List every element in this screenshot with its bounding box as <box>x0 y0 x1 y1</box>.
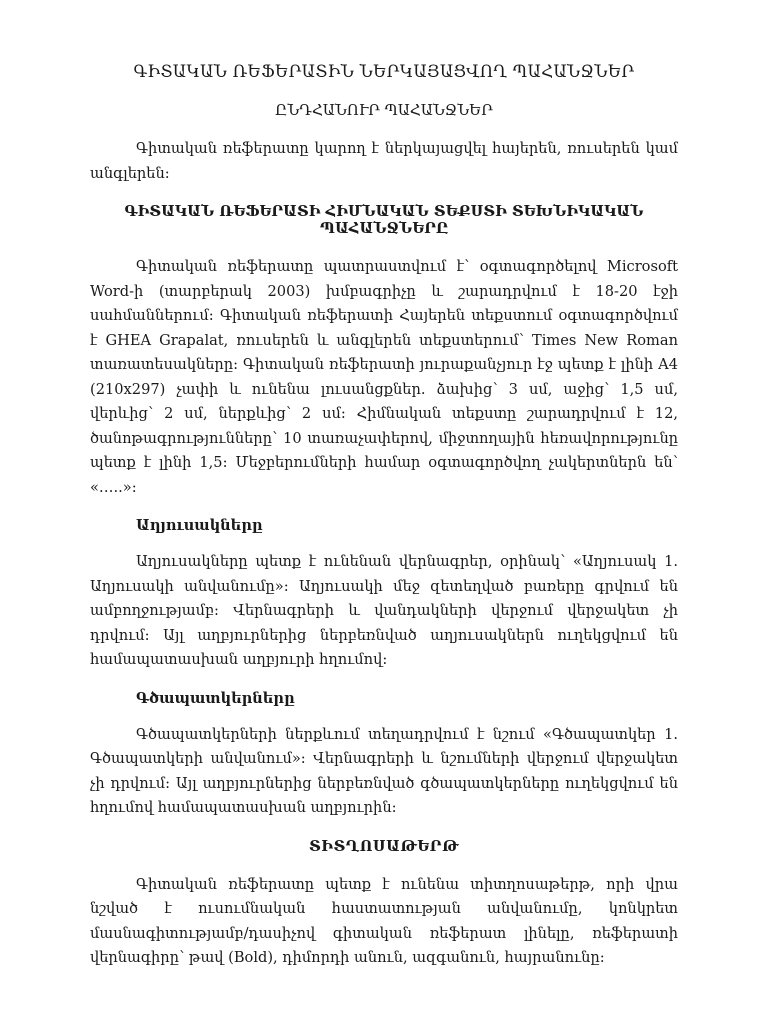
tables-heading: Աղյուսակները <box>136 517 263 534</box>
document-page <box>90 62 678 988</box>
technical-requirements-paragraph: Գիտական ռեֆերատը պատրաստվում է՝ օգտագործելով Microsoft Word-ի (տարբերակ 2003) խմբագրիչը և շարադրվում է 18-20 էջի սահմաններում: Գիտական ռեֆերատի Հայերեն տեքստում օգտագործվում է GHEA Grapalat, ռուսերեն և անգլերեն տեքստերում՝ Times New Roman տառատեսակները: Գիտական ռեֆերատի յուրաքանչյուր էջ պետք է լինի A4 (210x297) չափի և ունենա լուսանցքներ. ձախից՝ 3 սմ, աջից՝ 1,5 սմ, վերևից՝ 2 սմ, ներքևից՝ 2 սմ: Հիմնական տեքստը շարադրվում է 12, ծանոթագրությունները՝ 10 տառաչափերով, միջտողային հեռավորությունը պետք է լինի 1,5: Մեջբերումների համար օգտագործվող չակերտներն են՝ «…..»: <box>90 258 678 496</box>
technical-requirements-heading: ԳԻՏԱԿԱՆ ՌԵՖԵՐԱՏԻ ՀԻՄՆԱԿԱՆ ՏԵՔՍՏԻ ՏԵԽՆԻԿԱԿԱՆ ՊԱՀԱՆՋՆԵՐԸ <box>124 203 644 237</box>
title-page-paragraph: Գիտական ռեֆերատը պետք է ունենա տիտղոսաթերթ, որի վրա նշված է ուսումնական հաստատության անվանումը, կոնկրետ մասնագիտությամբ/դասիչով գիտական ռեֆերատ լինելը, ռեֆերատի վերնագիրը՝ թավ (Bold), դիմորդի անուն, ազգանուն, հայրանունը: <box>90 875 678 966</box>
tables-paragraph: Աղյուսակները պետք է ունենան վերնագրեր, օրինակ՝ «Աղյուսակ 1. Աղյուսակի անվանումը»: Աղյուսակի մեջ զետեղված բառերը գրվում են ամբողջությամբ: Վերնագրերի և վանդակների վերջում վերջակետ չի դրվում: Այլ աղբյուրներից ներբեռնված աղյուսակներն ուղեկցվում են համապատասխան աղբյուրի հղումով: <box>90 553 678 668</box>
document-title: ԳԻՏԱԿԱՆ ՌԵՖԵՐԱՏԻՆ ՆԵՐԿԱՅԱՑՎՈՂ ՊԱՀԱՆՋՆԵՐ <box>133 62 635 81</box>
title-page-heading: ՏԻՏՂՈՍԱԹԵՐԹ <box>308 837 459 855</box>
figures-paragraph: Գծապատկերների ներքևում տեղադրվում է նշում «Գծապատկեր 1. Գծապատկերի անվանում»: Վերնագրերի և նշումների վերջում վերջակետ չի դրվում: Այլ աղբյուրներից ներբեռնված գծապատկերները ուղեկցվում են հղումով համապատասխան աղբյուրին: <box>90 725 678 816</box>
figures-heading: Գծապատկերները <box>136 689 295 707</box>
intro-paragraph: Գիտական ռեֆերատը կարող է ներկայացվել հայերեն, ռուսերեն կամ անգլերեն: <box>90 140 678 182</box>
general-requirements-heading: ԸՆԴՀԱՆՈՒՐ ՊԱՀԱՆՋՆԵՐ <box>275 101 493 119</box>
